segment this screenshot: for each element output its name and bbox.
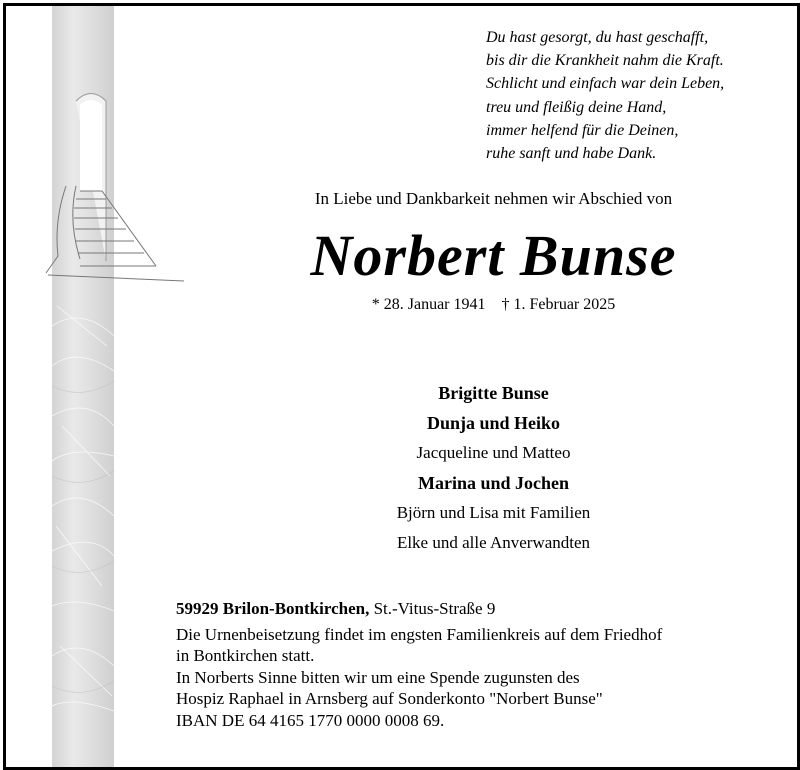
- stairway-illustration: [36, 91, 186, 291]
- address-street: St.-Vitus-Straße 9: [373, 599, 496, 618]
- intro-text: In Liebe und Dankbarkeit nehmen wir Abschied von: [314, 189, 673, 208]
- mourner-name: Brigitte Bunse: [438, 383, 549, 403]
- donation-notice: [176, 667, 796, 732]
- address-line: [176, 598, 796, 620]
- contact-and-notice: [176, 598, 796, 731]
- poem-line: ruhe sanft und habe Dank.: [486, 145, 657, 163]
- address-city: 59929 Brilon-Bontkirchen,: [176, 599, 370, 618]
- mourner-name: Jacqueline und Matteo: [416, 443, 571, 462]
- donation-notice-line: In Norberts Sinne bitten wir um eine Spende zugunsten des: [176, 667, 580, 687]
- death-date: † 1. Februar 2025: [501, 296, 616, 313]
- poem-line: Du hast gesorgt, du hast geschafft,: [486, 29, 709, 46]
- burial-notice: [176, 624, 796, 667]
- donation-notice-line: Hospiz Raphael in Arnsberg auf Sonderkonto "Norbert Bunse": [176, 689, 603, 708]
- mourner-name: Marina und Jochen: [417, 473, 570, 493]
- poem: [486, 26, 786, 165]
- poem-line: bis dir die Krankheit nahm die Kraft.: [486, 52, 724, 70]
- mourner-name: Björn und Lisa mit Familien: [396, 503, 591, 522]
- birth-date: * 28. Januar 1941: [371, 296, 486, 313]
- mourner-name: Dunja und Heiko: [426, 413, 561, 433]
- burial-notice-line: in Bontkirchen statt.: [176, 646, 315, 665]
- donation-iban: IBAN DE 64 4165 1770 0000 0008 69.: [176, 710, 445, 730]
- poem-line: immer helfend für die Deinen,: [486, 121, 679, 139]
- life-dates: [166, 296, 800, 314]
- mourner-name: Elke und alle Anverwandten: [396, 533, 591, 552]
- obituary-frame: [3, 3, 800, 770]
- deceased-name: Norbert Bunse: [310, 223, 677, 288]
- mourners-list: [166, 378, 800, 558]
- poem-line: treu und fleißig deine Hand,: [486, 98, 667, 116]
- poem-line: Schlicht und einfach war dein Leben,: [486, 75, 725, 93]
- burial-notice-line: Die Urnenbeisetzung findet im engsten Familienkreis auf dem Friedhof: [176, 624, 663, 644]
